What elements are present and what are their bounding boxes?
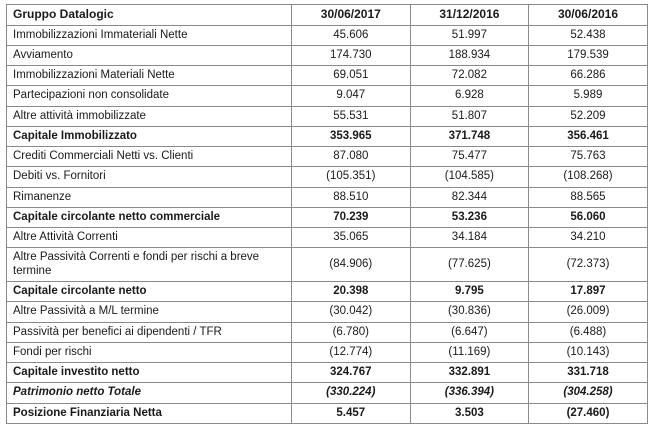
row-value: 17.897	[529, 282, 648, 302]
row-value: (6.488)	[529, 322, 648, 342]
row-value: 20.398	[292, 282, 411, 302]
row-value: 5.457	[292, 403, 411, 423]
table-row	[7, 248, 648, 282]
row-label: Altre Passività a M/L termine	[7, 302, 292, 322]
row-label: Posizione Finanziaria Netta	[7, 403, 292, 423]
row-value: 75.763	[529, 147, 648, 167]
row-value: (27.460)	[529, 403, 648, 423]
row-label: Capitale investito netto	[7, 363, 292, 383]
table-row	[7, 342, 648, 362]
table-body	[7, 25, 648, 423]
row-value: 53.236	[410, 207, 529, 227]
row-label: Debiti vs. Fornitori	[7, 167, 292, 187]
row-value: 66.286	[529, 66, 648, 86]
row-value: 51.997	[410, 25, 529, 45]
row-label: Rimanenze	[7, 187, 292, 207]
table-row	[7, 207, 648, 227]
table-row	[7, 147, 648, 167]
row-value: 87.080	[292, 147, 411, 167]
row-value: 188.934	[410, 46, 529, 66]
row-value: 331.718	[529, 363, 648, 383]
row-value: (12.774)	[292, 342, 411, 362]
row-label: Altre Attività Correnti	[7, 227, 292, 247]
row-label: Immobilizzazioni Immateriali Nette	[7, 25, 292, 45]
row-value: 45.606	[292, 25, 411, 45]
row-value: 56.060	[529, 207, 648, 227]
row-value: 82.344	[410, 187, 529, 207]
row-value: 72.082	[410, 66, 529, 86]
row-label: Capitale Immobilizzato	[7, 126, 292, 146]
table-row	[7, 25, 648, 45]
row-label: Patrimonio netto Totale	[7, 383, 292, 403]
row-value: 52.209	[529, 106, 648, 126]
table-row	[7, 126, 648, 146]
table-row	[7, 86, 648, 106]
row-value: (26.009)	[529, 302, 648, 322]
header-period-2: 31/12/2016	[410, 5, 529, 26]
table-row	[7, 46, 648, 66]
row-value: (105.351)	[292, 167, 411, 187]
table-row	[7, 106, 648, 126]
row-value: 88.510	[292, 187, 411, 207]
row-label: Immobilizzazioni Materiali Nette	[7, 66, 292, 86]
row-value: 174.730	[292, 46, 411, 66]
row-value: (30.042)	[292, 302, 411, 322]
row-value: (336.394)	[410, 383, 529, 403]
row-value: 3.503	[410, 403, 529, 423]
table-header	[7, 5, 648, 26]
row-label: Fondi per rischi	[7, 342, 292, 362]
row-value: 332.891	[410, 363, 529, 383]
row-label: Avviamento	[7, 46, 292, 66]
balance-sheet-table	[6, 4, 648, 424]
row-value: 9.047	[292, 86, 411, 106]
table-row	[7, 322, 648, 342]
row-value: 179.539	[529, 46, 648, 66]
row-value: 5.989	[529, 86, 648, 106]
row-value: 70.239	[292, 207, 411, 227]
row-value: (30.836)	[410, 302, 529, 322]
row-value: 55.531	[292, 106, 411, 126]
row-value: (108.268)	[529, 167, 648, 187]
row-value: 88.565	[529, 187, 648, 207]
table-header-row	[7, 5, 648, 26]
row-value: (330.224)	[292, 383, 411, 403]
row-value: (6.647)	[410, 322, 529, 342]
row-value: 51.807	[410, 106, 529, 126]
row-value: (84.906)	[292, 248, 411, 282]
row-value: 34.184	[410, 227, 529, 247]
row-label: Crediti Commerciali Netti vs. Clienti	[7, 147, 292, 167]
row-label: Partecipazioni non consolidate	[7, 86, 292, 106]
table-row	[7, 227, 648, 247]
row-label: Altre attività immobilizzate	[7, 106, 292, 126]
row-value: (104.585)	[410, 167, 529, 187]
row-value: 52.438	[529, 25, 648, 45]
table-row	[7, 383, 648, 403]
row-value: 371.748	[410, 126, 529, 146]
row-value: (304.258)	[529, 383, 648, 403]
row-label: Capitale circolante netto	[7, 282, 292, 302]
table-row	[7, 302, 648, 322]
header-period-3: 30/06/2016	[529, 5, 648, 26]
row-label: Capitale circolante netto commerciale	[7, 207, 292, 227]
row-value: 34.210	[529, 227, 648, 247]
header-period-1: 30/06/2017	[292, 5, 411, 26]
header-label: Gruppo Datalogic	[7, 5, 292, 26]
table-row	[7, 403, 648, 423]
table-row	[7, 363, 648, 383]
row-value: (11.169)	[410, 342, 529, 362]
row-value: (6.780)	[292, 322, 411, 342]
row-value: 356.461	[529, 126, 648, 146]
row-value: 353.965	[292, 126, 411, 146]
row-label: Passività per benefici ai dipendenti / TFR	[7, 322, 292, 342]
row-value: (10.143)	[529, 342, 648, 362]
row-value: 6.928	[410, 86, 529, 106]
row-value: 75.477	[410, 147, 529, 167]
row-value: (77.625)	[410, 248, 529, 282]
row-value: 69.051	[292, 66, 411, 86]
table-row	[7, 187, 648, 207]
row-label: Altre Passività Correnti e fondi per rischi a breve termine	[7, 248, 292, 282]
table-row	[7, 282, 648, 302]
row-value: 35.065	[292, 227, 411, 247]
row-value: 324.767	[292, 363, 411, 383]
row-value: (72.373)	[529, 248, 648, 282]
table-row	[7, 167, 648, 187]
table-row	[7, 66, 648, 86]
row-value: 9.795	[410, 282, 529, 302]
